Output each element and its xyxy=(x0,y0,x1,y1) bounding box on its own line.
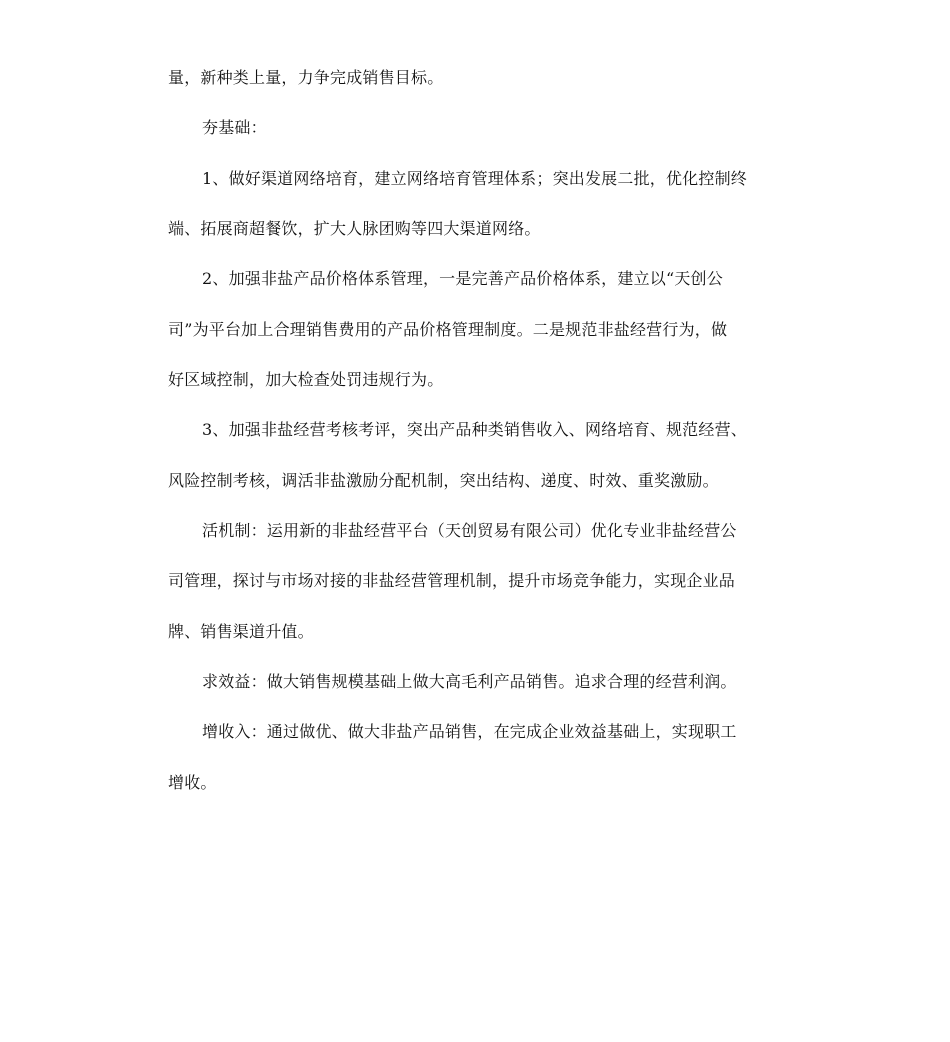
text-line: 端、拓展商超餐饮，扩大人脉团购等四大渠道网络。 xyxy=(168,219,541,238)
text-line: 司管理，探讨与市场对接的非盐经营管理机制，提升市场竞争能力，实现企业品 xyxy=(168,571,736,590)
text-line: 司”为平台加上合理销售费用的产品价格管理制度。二是规范非盐经营行为，做 xyxy=(168,320,728,339)
text-line: 牌、销售渠道升值。 xyxy=(168,622,314,641)
section-heading: 夯基础： xyxy=(202,118,267,137)
text-line: 增收。 xyxy=(168,773,217,792)
text-line: 风险控制考核，调活非盐激励分配机制，突出结构、递度、时效、重奖激励。 xyxy=(168,471,719,490)
text-line: 求效益：做大销售规模基础上做大高毛利产品销售。追求合理的经营利润。 xyxy=(202,672,737,691)
text-line: 量，新种类上量，力争完成销售目标。 xyxy=(168,68,444,87)
text-line: 3、加强非盐经营考核考评，突出产品种类销售收入、网络培育、规范经营、 xyxy=(202,420,747,439)
text-line: 1、做好渠道网络培育，建立网络培育管理体系；突出发展二批，优化控制终 xyxy=(202,169,747,188)
text-line: 好区域控制，加大检查处罚违规行为。 xyxy=(168,370,444,389)
text-line: 2、加强非盐产品价格体系管理，一是完善产品价格体系，建立以“天创公 xyxy=(202,269,723,288)
text-line: 活机制：运用新的非盐经营平台（天创贸易有限公司）优化专业非盐经营公 xyxy=(202,521,737,540)
text-line: 增收入：通过做优、做大非盐产品销售，在完成企业效益基础上，实现职工 xyxy=(202,722,737,741)
